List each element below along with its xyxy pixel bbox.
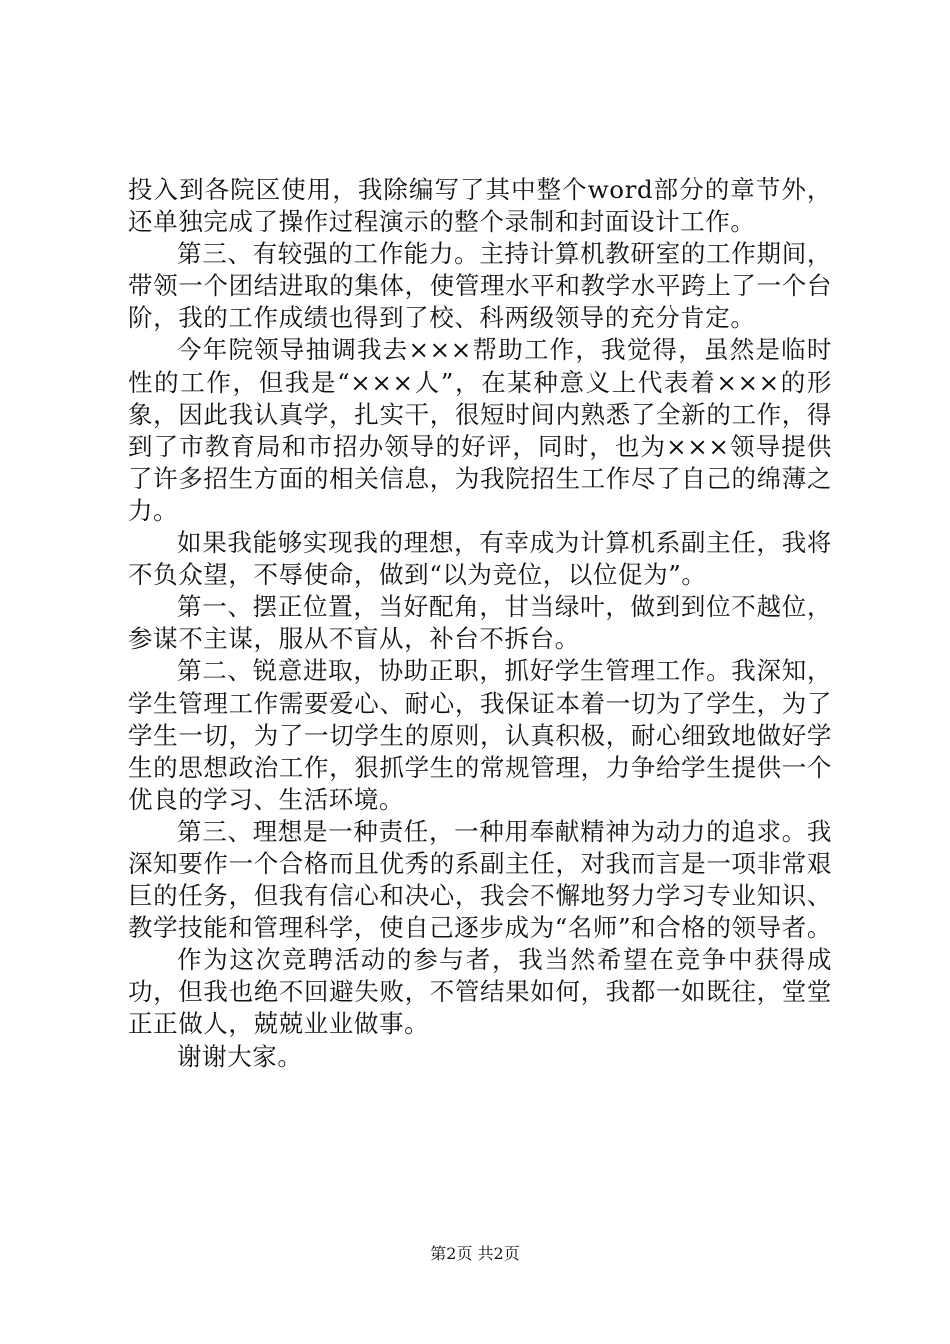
paragraph-point-one: 第一、摆正位置，当好配角，甘当绿叶，做到到位不越位，参谋不主谋，服从不盲从，补台不拆台。 — [128, 592, 832, 654]
paragraph-secondment: 今年院领导抽调我去×××帮助工作，我觉得，虽然是临时性的工作，但我是“×××人”，在某种意义上代表着×××的形象，因此我认真学，扎实干，很短时间内熟悉了全新的工作，得到了市教育局和市招办领导的好评，同时，也为×××领导提供了许多招生方面的相关信息，为我院招生工作尽了自己的绵薄之力。 — [128, 335, 832, 525]
paragraph-work-ability: 第三、有较强的工作能力。主持计算机教研室的工作期间，带领一个团结进取的集体，使管理水平和教学水平跨上了一个台阶，我的工作成绩也得到了校、科两级领导的充分肯定。 — [128, 239, 832, 333]
paragraph-continuation: 投入到各院区使用，我除编写了其中整个word部分的章节外，还单独完成了操作过程演示的整个录制和封面设计工作。 — [128, 175, 832, 237]
paragraph-point-two: 第二、锐意进取，协助正职，抓好学生管理工作。我深知，学生管理工作需要爱心、耐心，我保证本着一切为了学生，为了学生一切，为了一切学生的原则，认真积极，耐心细致地做好学生的思想政治工作，狠抓学生的常规管理，力争给学生提供一个优良的学习、生活环境。 — [128, 656, 832, 814]
paragraph-thanks: 谢谢大家。 — [177, 1041, 303, 1071]
document-body — [128, 174, 832, 1073]
paragraph-ideal: 如果我能够实现我的理想，有幸成为计算机系副主任，我将不负众望，不辱使命，做到“以为竞位，以位促为”。 — [128, 528, 832, 590]
page-number-footer: 第2页 共2页 — [430, 1244, 520, 1263]
paragraph-point-three: 第三、理想是一种责任，一种用奉献精神为动力的追求。我深知要作一个合格而且优秀的系副主任，对我而言是一项非常艰巨的任务，但我有信心和决心，我会不懈地努力学习专业知识、教学技能和管理科学，使自己逐步成为“名师”和合格的领导者。 — [128, 816, 832, 943]
paragraph-conclusion: 作为这次竞聘活动的参与者，我当然希望在竞争中获得成功，但我也绝不回避失败，不管结果如何，我都一如既往，堂堂正正做人，兢兢业业做事。 — [128, 945, 832, 1039]
